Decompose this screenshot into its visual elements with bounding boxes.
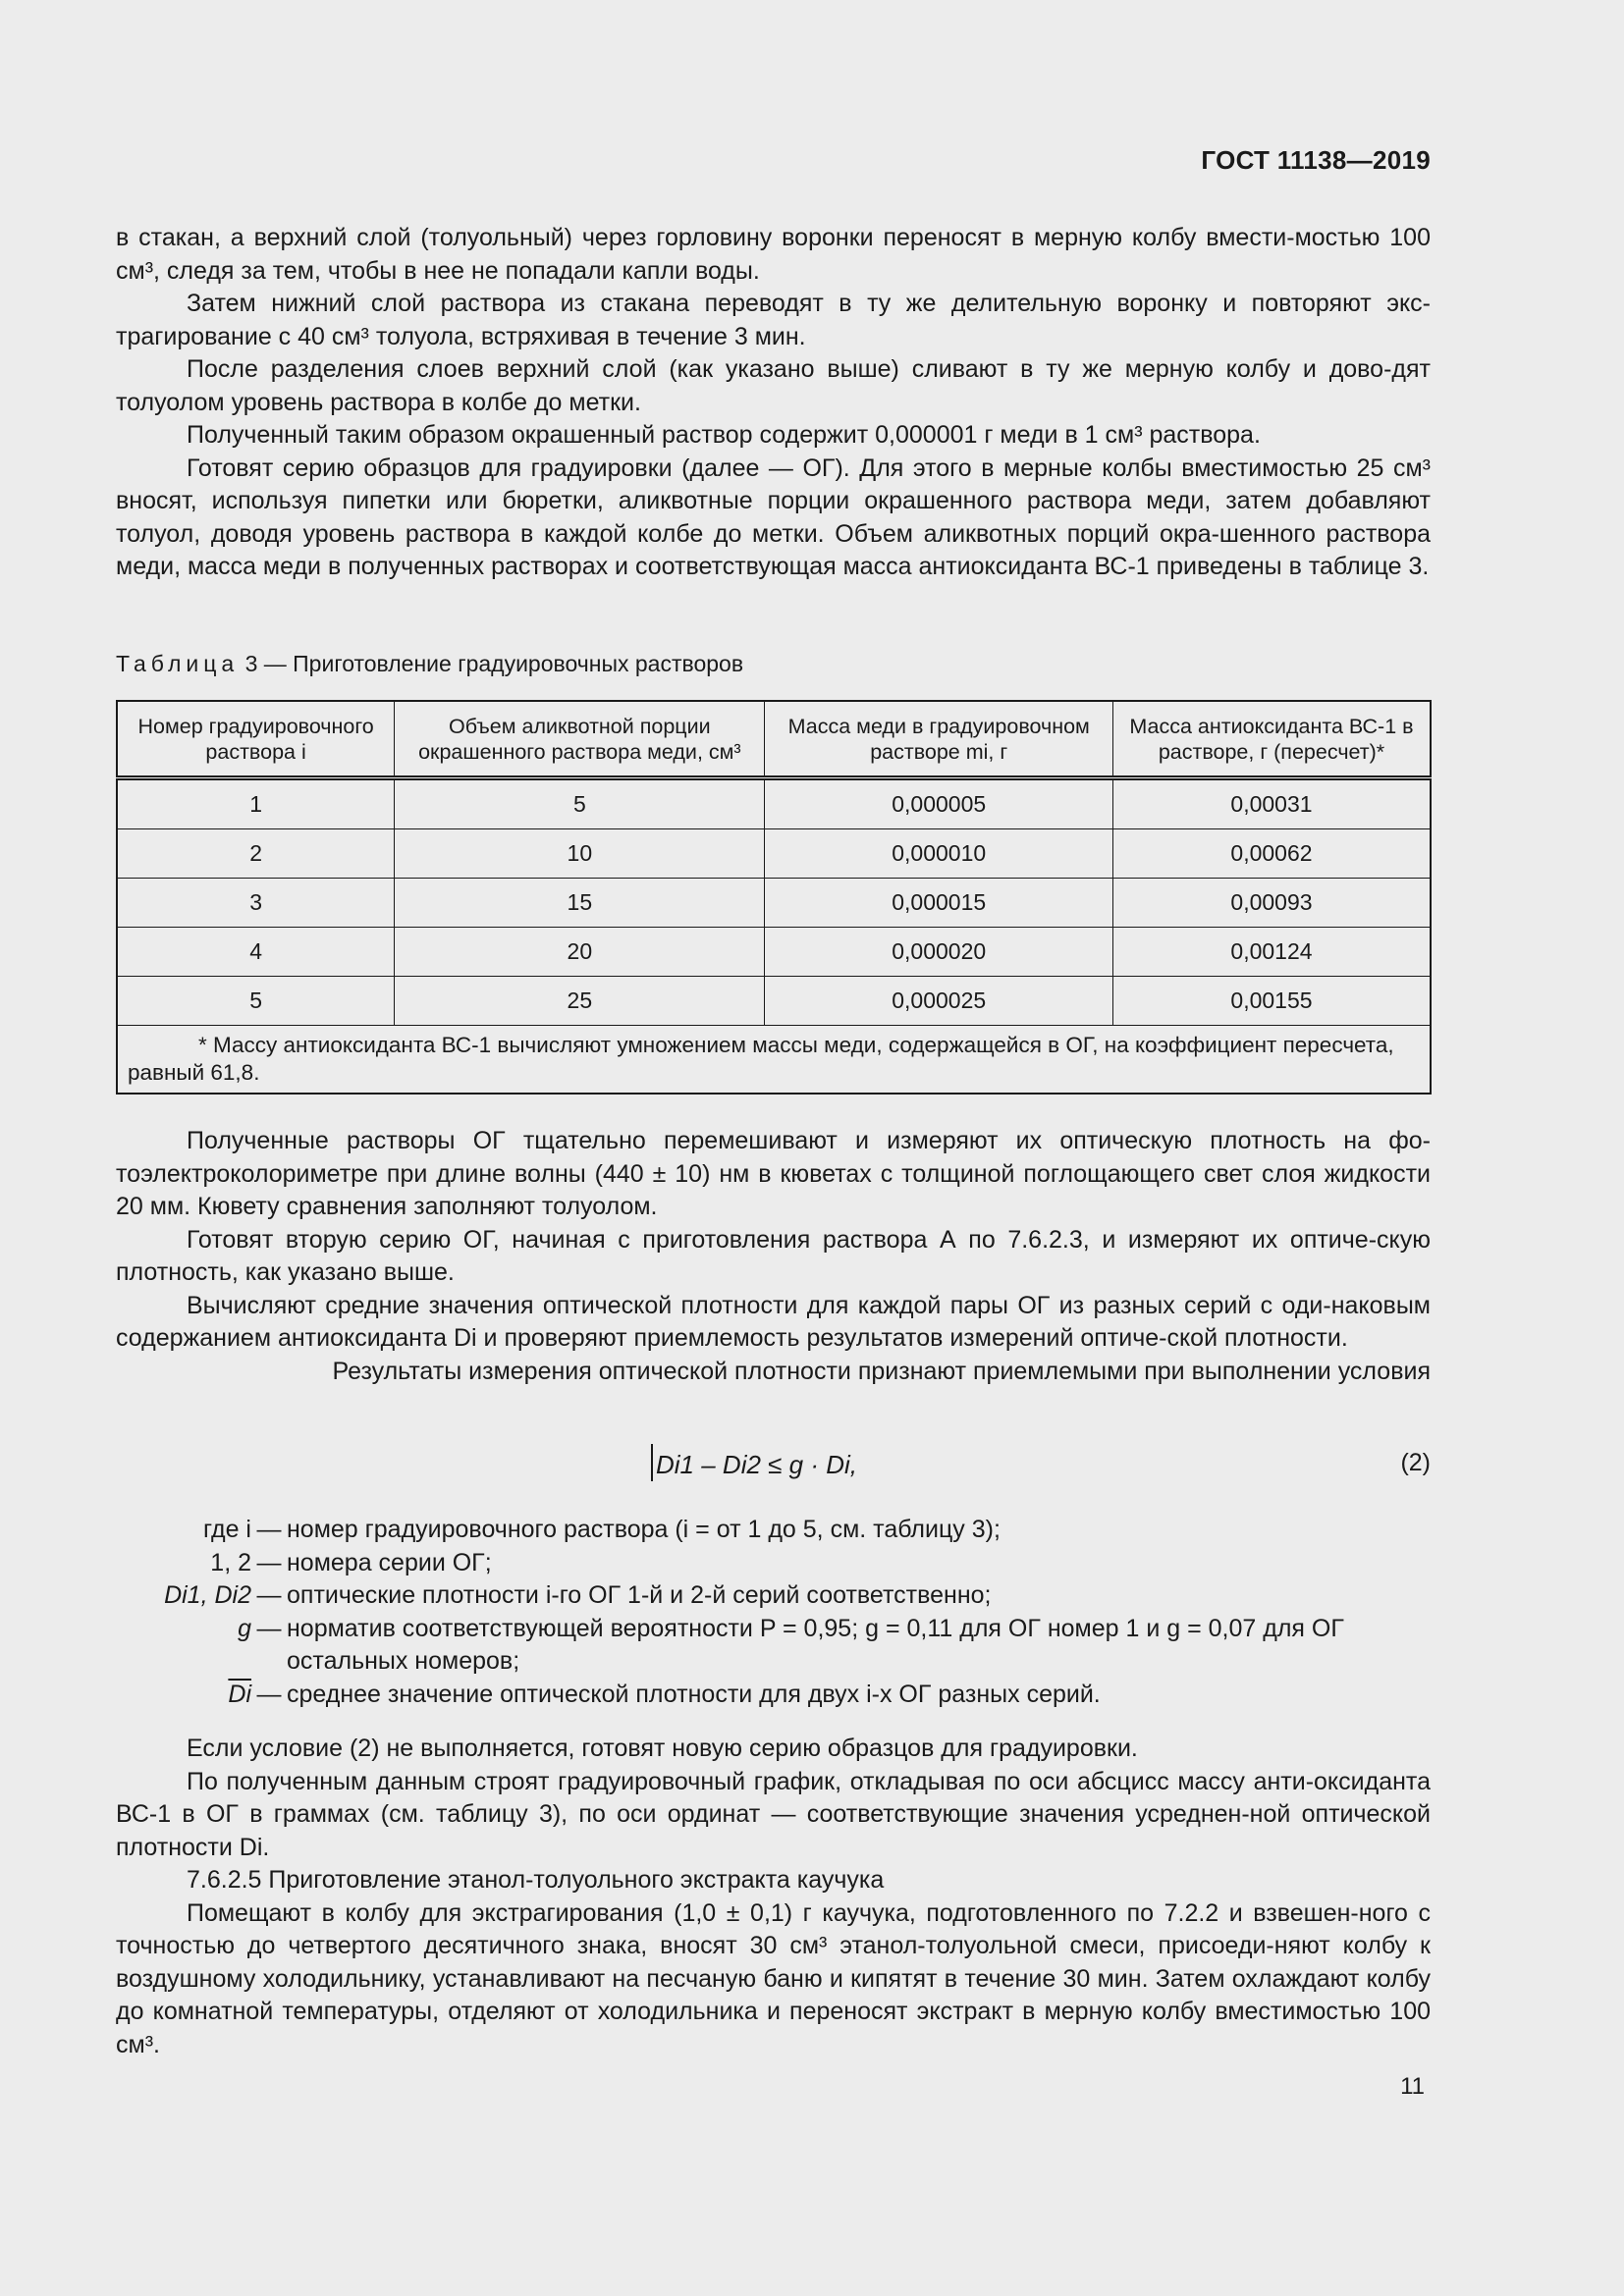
table-row xyxy=(117,778,1431,829)
table-cell: 0,000005 xyxy=(765,778,1112,829)
standard-header: ГОСТ 11138—2019 xyxy=(1201,145,1431,175)
definition-symbol: Di1, Di2 xyxy=(164,1581,251,1609)
table-row xyxy=(117,928,1431,977)
formula-expression: Di1 – Di2 ≤ g · Di, xyxy=(656,1450,857,1479)
table-cell: 0,00062 xyxy=(1112,829,1431,879)
table-cell: 0,000025 xyxy=(765,977,1112,1026)
definition-item xyxy=(116,1679,1432,1712)
table-cell: 0,00093 xyxy=(1112,879,1431,928)
definition-dash: — xyxy=(256,1516,282,1543)
definition-symbol: 1, 2 xyxy=(210,1548,251,1576)
definition-dash: — xyxy=(256,1614,282,1642)
table-cell: 15 xyxy=(395,879,765,928)
column-header: Масса антиоксиданта ВС-1 в растворе, г (пересчет)* xyxy=(1112,701,1431,778)
definition-text: номера серии ОГ; xyxy=(287,1548,492,1576)
table-cell: 3 xyxy=(117,879,395,928)
table-footnote xyxy=(117,1026,1431,1095)
table-cell: 0,000015 xyxy=(765,879,1112,928)
paragraph: Полученные растворы ОГ тщательно перемешивают и измеряют их оптическую плотность на фо-тоэлектроколориметре при длине волны (440 ± 10) нм в кюветах с толщиной поглощающего свет слоя жидкости 20 мм. Кювету сравнения заполняют толуолом. xyxy=(116,1127,1431,1220)
formula-number: (2) xyxy=(1400,1449,1431,1476)
definition-symbol: $\overline{Di}$ xyxy=(228,1680,251,1708)
definition-text: номер градуировочного раствора (i = от 1 до 5, см. таблицу 3); xyxy=(287,1516,1001,1543)
abs-bar-left xyxy=(651,1444,653,1481)
definition-dash: — xyxy=(256,1548,282,1576)
definition-item xyxy=(116,1547,1432,1580)
page-number: 11 xyxy=(1400,2073,1425,2100)
definition-text: среднее значение оптической плотности для двух i-х ОГ разных серий. xyxy=(287,1680,1101,1708)
table-cell: 0,000020 xyxy=(765,928,1112,977)
paragraph: Результаты измерения оптической плотности признают приемлемыми при выполнении условия xyxy=(332,1357,1431,1385)
intro-text-block xyxy=(116,222,1431,584)
table-row xyxy=(117,829,1431,879)
table-cell: 2 xyxy=(117,829,395,879)
paragraph: Готовят вторую серию ОГ, начиная с приготовления раствора А по 7.6.2.3, и измеряют их оптиче-скую плотность, как указано выше. xyxy=(116,1225,1431,1286)
definition-dash: — xyxy=(256,1581,282,1609)
table-cell: 0,000010 xyxy=(765,829,1112,879)
table-footnote-row xyxy=(117,1026,1431,1095)
table-cell: 10 xyxy=(395,829,765,879)
paragraph: Помещают в колбу для экстрагирования (1,0 ± 0,1) г каучука, подготовленного по 7.2.2 и взвешен-ного с точностью до четвертого десятичного знака, вносят 30 см³ этанол-толуольной смеси, присоеди-няют колбу к воздушному холодильнику, устанавливают на песчаную баню и кипятят в течение 30 мин. Затем охлаждают колбу до комнатной температуры, отделяют от холодильника и переносят экстракт в мерную колбу вместимостью 100 см³. xyxy=(116,1898,1431,2058)
section-heading: 7.6.2.5 Приготовление этанол-толуольного экстракта каучука xyxy=(187,1866,885,1894)
calibration-table xyxy=(116,700,1432,1095)
column-header: Номер градуировочного раствора i xyxy=(117,701,395,778)
definition-dash: — xyxy=(256,1680,282,1708)
table-cell: 0,00031 xyxy=(1112,778,1431,829)
paragraph: Готовят серию образцов для градуировки (далее — ОГ). Для этого в мерные колбы вместимостью 25 см³ вносят, используя пипетки или бюретки, аликвотные порции окрашенного раствора меди, затем добавляют толуол, доводя уровень раствора в каждой колбе до метки. Объем аликвотных порций окра-шенного раствора меди, масса меди в полученных растворах и соответствующая масса антиоксиданта ВС-1 приведены в таблице 3. xyxy=(116,454,1431,580)
table-header-row xyxy=(117,701,1431,778)
table-caption xyxy=(116,651,743,677)
paragraph: Вычисляют средние значения оптической плотности для каждой пары ОГ из разных серий с оди-наковым содержанием антиоксиданта Di и проверяют приемлемость результатов измерений оптиче-ской плотности. xyxy=(116,1291,1431,1352)
table-cell: 0,00124 xyxy=(1112,928,1431,977)
table-cell: 5 xyxy=(395,778,765,829)
definitions-list xyxy=(116,1514,1432,1711)
paragraph: Затем нижний слой раствора из стакана переводят в ту же делительную воронку и повторяют экс-трагирование с 40 см³ толуола, встряхивая в течение 3 мин. xyxy=(116,290,1431,350)
table-caption-label: Таблица xyxy=(116,651,240,676)
definition-item xyxy=(116,1613,1432,1679)
definition-symbol: g xyxy=(238,1614,251,1642)
table-row xyxy=(117,879,1431,928)
table-caption-text: 3 — Приготовление градуировочных растворов xyxy=(244,651,744,676)
paragraph: в стакан, а верхний слой (толуольный) через горловину воронки переносят в мерную колбу вмести-мостью 100 см³, следя за тем, чтобы в нее не попадали капли воды. xyxy=(116,224,1431,285)
definition-text: норматив соответствующей вероятности P = 0,95; g = 0,11 для ОГ номер 1 и g = 0,07 для ОГ остальных номеров; xyxy=(287,1614,1344,1675)
extraction-text-block xyxy=(116,1733,1431,2061)
table-cell: 4 xyxy=(117,928,395,977)
definition-item xyxy=(116,1514,1432,1547)
definition-item xyxy=(116,1579,1432,1613)
table-cell: 5 xyxy=(117,977,395,1026)
table-cell: 25 xyxy=(395,977,765,1026)
paragraph: Полученный таким образом окрашенный раствор содержит 0,000001 г меди в 1 см³ раствора. xyxy=(187,421,1261,449)
formula-2 xyxy=(648,1444,857,1481)
definition-text: оптические плотности i-го ОГ 1-й и 2-й серий соответственно; xyxy=(287,1581,992,1609)
definition-symbol: где i xyxy=(203,1516,251,1543)
table-cell: 0,00155 xyxy=(1112,977,1431,1026)
table-cell: 20 xyxy=(395,928,765,977)
paragraph: По полученным данным строят градуировочный график, откладывая по оси абсцисс массу анти-оксиданта ВС-1 в ОГ в граммах (см. таблицу 3), по оси ординат — соответствующие значения усреднен-ной оптической плотности Di. xyxy=(116,1767,1431,1861)
paragraph: После разделения слоев верхний слой (как указано выше) сливают в ту же мерную колбу и дово-дят толуолом уровень раствора в колбе до метки. xyxy=(116,355,1431,416)
column-header: Объем аликвотной порции окрашенного раствора меди, см³ xyxy=(395,701,765,778)
column-header: Масса меди в градуировочном растворе mi, г xyxy=(765,701,1112,778)
table-row xyxy=(117,977,1431,1026)
table-cell: 1 xyxy=(117,778,395,829)
paragraph: Если условие (2) не выполняется, готовят новую серию образцов для градуировки. xyxy=(187,1735,1138,1762)
measurement-text-block xyxy=(116,1125,1431,1388)
table-footnote-text: * Массу антиоксиданта ВС-1 вычисляют умножением массы меди, содержащейся в ОГ, на коэффициент пересчета, равный 61,8. xyxy=(128,1033,1394,1085)
